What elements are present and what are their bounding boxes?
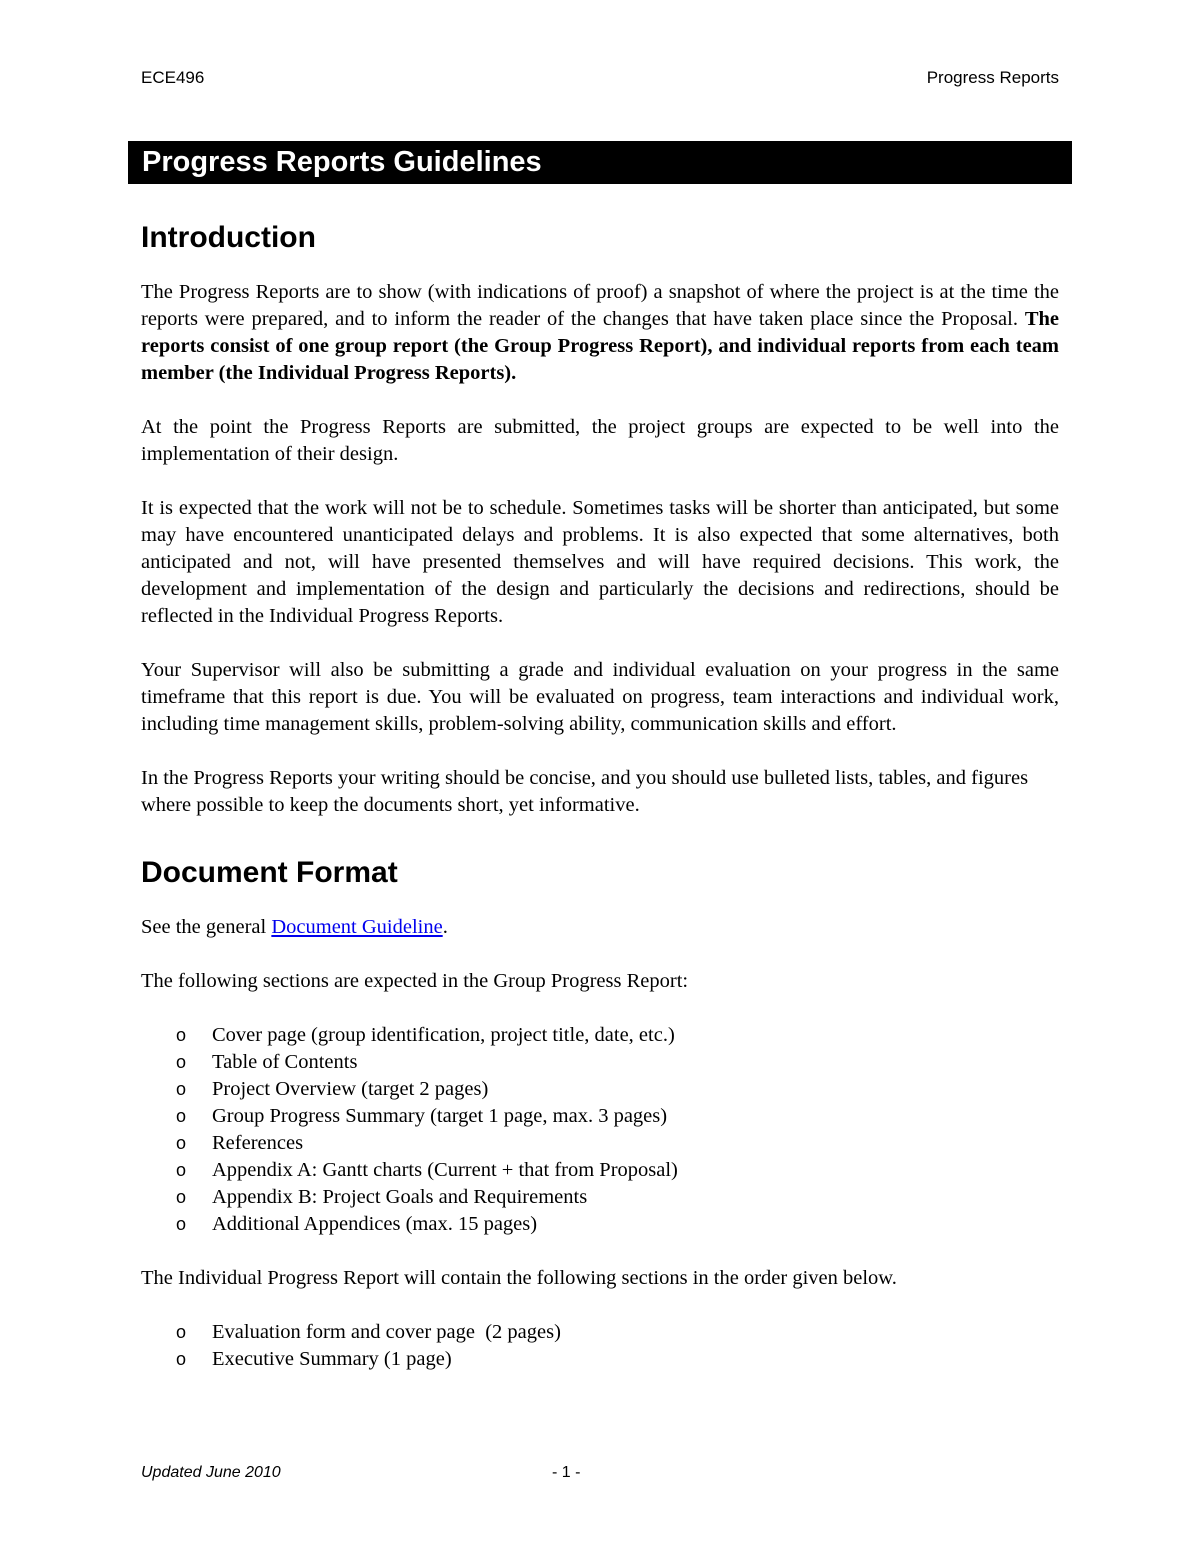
list-item xyxy=(176,1022,1059,1049)
bullet-marker: o xyxy=(176,1322,187,1342)
list-item xyxy=(176,1076,1059,1103)
list-item xyxy=(176,1184,1059,1211)
list-item xyxy=(176,1346,1059,1373)
bullet-marker: o xyxy=(176,1187,187,1207)
intro-paragraph-2: At the point the Progress Reports are submitted, the project groups are expected to be well into the implementation of their design. xyxy=(141,416,1059,465)
intro-p1-text: The Progress Reports are to show (with indications of proof) a snapshot of where the project is at the time the reports were prepared, and to inform the reader of the changes that have taken place since the Proposal. xyxy=(141,281,1059,330)
bullet-marker: o xyxy=(176,1349,187,1369)
introduction-heading: Introduction xyxy=(141,221,316,254)
intro-paragraph-5: In the Progress Reports your writing should be concise, and you should use bulleted lists, tables, and figures where possible to keep the documents short, yet informative. xyxy=(141,767,1029,816)
running-header xyxy=(141,68,1059,88)
header-section: Progress Reports xyxy=(926,68,1059,87)
list-item-text: Table of Contents xyxy=(212,1051,358,1073)
see-suffix: . xyxy=(442,916,448,938)
list-item-text: Appendix B: Project Goals and Requirements xyxy=(212,1186,588,1208)
page-number: - 1 - xyxy=(552,1464,581,1481)
list-item-text: References xyxy=(212,1132,304,1154)
list-item-text: Additional Appendices (max. 15 pages) xyxy=(212,1213,538,1235)
list-item xyxy=(176,1319,1059,1346)
bullet-marker: o xyxy=(176,1133,187,1153)
list-item xyxy=(176,1049,1059,1076)
list-item xyxy=(176,1157,1059,1184)
intro-paragraph-1 xyxy=(141,279,1059,387)
intro-paragraph-3: It is expected that the work will not be to schedule. Sometimes tasks will be shorter than anticipated, but some may have encountered unanticipated delays and problems. It is also expected that some alternatives, both anticipated and not, will have presented themselves and will have required decisions. This work, the development and implementation of the design and particularly the decisions and redirections, should be reflected in the Individual Progress Reports. xyxy=(141,497,1059,627)
individual-report-sections-list xyxy=(141,1319,1059,1373)
list-item xyxy=(176,1211,1059,1238)
bullet-marker: o xyxy=(176,1214,187,1234)
list-item-text: Evaluation form and cover page (2 pages) xyxy=(212,1321,561,1343)
list-item-text: Cover page (group identification, project title, date, etc.) xyxy=(212,1024,675,1046)
header-course: ECE496 xyxy=(141,68,205,87)
bullet-marker: o xyxy=(176,1079,187,1099)
document-format-heading: Document Format xyxy=(141,856,398,889)
list-item-text: Executive Summary (1 page) xyxy=(212,1348,452,1370)
bullet-marker: o xyxy=(176,1052,187,1072)
bullet-marker: o xyxy=(176,1106,187,1126)
see-prefix: See the general xyxy=(141,916,272,938)
group-sections-intro: The following sections are expected in the Group Progress Report: xyxy=(141,970,689,992)
list-item-text: Group Progress Summary (target 1 page, max. 3 pages) xyxy=(212,1105,668,1127)
list-item xyxy=(176,1130,1059,1157)
page-title: Progress Reports Guidelines xyxy=(128,141,1072,184)
introduction-section xyxy=(141,218,1059,819)
document-format-section xyxy=(141,853,1059,1373)
see-guideline-line xyxy=(141,914,1059,941)
document-body xyxy=(141,218,1059,1400)
list-item-text: Project Overview (target 2 pages) xyxy=(212,1078,489,1100)
footer-updated: Updated June 2010 xyxy=(141,1464,281,1481)
list-item-text: Appendix A: Gantt charts (Current + that from Proposal) xyxy=(212,1159,678,1181)
list-item xyxy=(176,1103,1059,1130)
intro-p1-bold: The reports consist of one group report (the Group Progress Report), and individual reports from each team member (the Individual Progress Reports). xyxy=(141,308,1059,384)
intro-paragraph-4: Your Supervisor will also be submitting a grade and individual evaluation on your progress in the same timeframe that this report is due. You will be evaluated on progress, team interactions and individual work, including time management skills, problem-solving ability, communication skills and effort. xyxy=(141,659,1059,735)
individual-sections-intro: The Individual Progress Report will contain the following sections in the order given below. xyxy=(141,1267,897,1289)
bullet-marker: o xyxy=(176,1160,187,1180)
bullet-marker: o xyxy=(176,1025,187,1045)
document-guideline-link[interactable]: Document Guideline xyxy=(271,916,443,938)
group-report-sections-list xyxy=(141,1022,1059,1238)
